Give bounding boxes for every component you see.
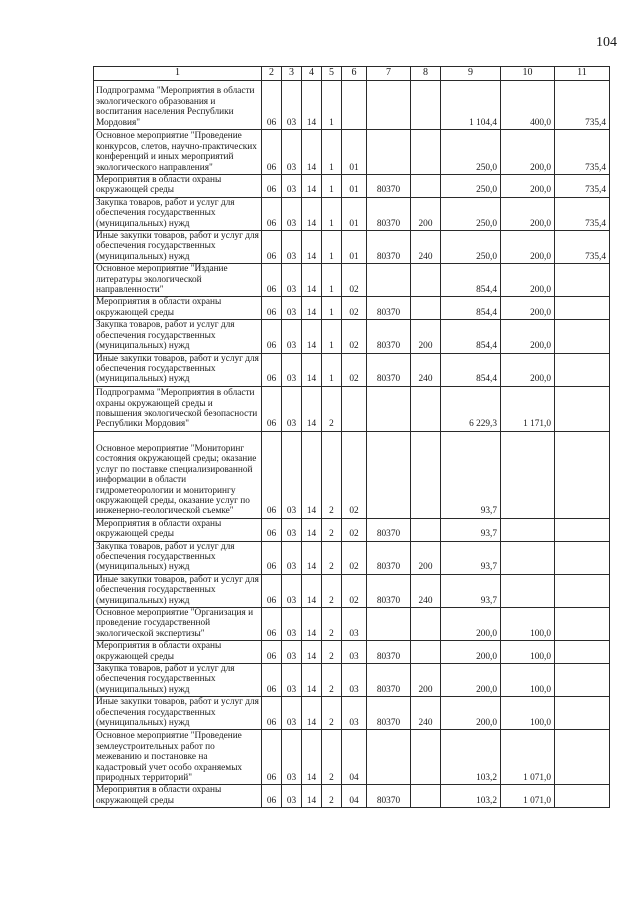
row-cell-col5: 1 (322, 130, 342, 175)
row-cell-col4: 14 (302, 697, 322, 730)
row-cell-col4: 14 (302, 130, 322, 175)
column-header: 5 (322, 67, 342, 81)
row-cell-col10 (501, 541, 555, 574)
column-header: 4 (302, 67, 322, 81)
column-header: 9 (441, 67, 501, 81)
row-cell-col11 (555, 574, 610, 607)
row-cell-col8 (411, 730, 441, 785)
row-cell-col6: 03 (342, 607, 367, 640)
row-cell-col10: 100,0 (501, 697, 555, 730)
row-cell-col2: 06 (262, 431, 282, 518)
row-cell-col6: 04 (342, 730, 367, 785)
row-cell-col11: 735,4 (555, 130, 610, 175)
column-header: 2 (262, 67, 282, 81)
row-cell-col2: 06 (262, 664, 282, 697)
row-cell-col7 (367, 607, 411, 640)
table-row (94, 231, 610, 264)
table-row (94, 320, 610, 353)
row-cell-col10: 1 071,0 (501, 730, 555, 785)
row-cell-col3: 03 (282, 574, 302, 607)
row-cell-col11 (555, 431, 610, 518)
row-cell-col6: 02 (342, 518, 367, 541)
table-row (94, 664, 610, 697)
table-row (94, 264, 610, 297)
row-cell-col9: 250,0 (441, 197, 501, 230)
row-cell-col6: 03 (342, 641, 367, 664)
row-cell-col10: 200,0 (501, 175, 555, 198)
row-cell-col8 (411, 518, 441, 541)
row-cell-col11 (555, 607, 610, 640)
row-cell-col9: 1 104,4 (441, 81, 501, 130)
row-cell-col3: 03 (282, 320, 302, 353)
row-name-cell: Мероприятия в области охраны окружающей среды (94, 297, 262, 320)
row-cell-col6 (342, 386, 367, 431)
row-name-cell: Иные закупки товаров, работ и услуг для обеспечения государственных (муниципальных) нужд (94, 353, 262, 386)
row-name-cell: Основное мероприятие "Организация и проведение государственной экологической экспертизы" (94, 607, 262, 640)
row-cell-col11 (555, 730, 610, 785)
row-cell-col5: 2 (322, 431, 342, 518)
row-cell-col6: 01 (342, 231, 367, 264)
table-row (94, 353, 610, 386)
row-name-cell: Закупка товаров, работ и услуг для обеспечения государственных (муниципальных) нужд (94, 541, 262, 574)
row-cell-col8: 240 (411, 574, 441, 607)
row-cell-col3: 03 (282, 541, 302, 574)
row-cell-col7: 80370 (367, 297, 411, 320)
row-cell-col4: 14 (302, 541, 322, 574)
row-cell-col3: 03 (282, 431, 302, 518)
row-cell-col10: 200,0 (501, 130, 555, 175)
row-name-cell: Подпрограмма "Мероприятия в области охраны окружающей среды и повышения экологической безопасности Республики Мордовия" (94, 386, 262, 431)
row-cell-col2: 06 (262, 320, 282, 353)
row-cell-col7: 80370 (367, 518, 411, 541)
row-cell-col9: 93,7 (441, 541, 501, 574)
row-cell-col5: 2 (322, 730, 342, 785)
row-cell-col5: 1 (322, 320, 342, 353)
row-cell-col4: 14 (302, 197, 322, 230)
row-cell-col7 (367, 431, 411, 518)
row-cell-col11 (555, 386, 610, 431)
column-header: 6 (342, 67, 367, 81)
row-cell-col4: 14 (302, 607, 322, 640)
row-cell-col3: 03 (282, 175, 302, 198)
row-cell-col11 (555, 320, 610, 353)
row-cell-col3: 03 (282, 697, 302, 730)
row-cell-col9: 854,4 (441, 264, 501, 297)
row-cell-col6: 02 (342, 431, 367, 518)
row-cell-col2: 06 (262, 297, 282, 320)
row-name-cell: Основное мероприятие "Проведение землеустроительных работ по межеванию и постановке на кадастровый учет особо охраняемых природных территорий" (94, 730, 262, 785)
row-cell-col5: 2 (322, 607, 342, 640)
row-cell-col11: 735,4 (555, 175, 610, 198)
row-cell-col11: 735,4 (555, 81, 610, 130)
row-cell-col4: 14 (302, 518, 322, 541)
row-cell-col10: 200,0 (501, 197, 555, 230)
row-cell-col9: 854,4 (441, 320, 501, 353)
row-name-cell: Закупка товаров, работ и услуг для обеспечения государственных (муниципальных) нужд (94, 320, 262, 353)
row-cell-col11 (555, 264, 610, 297)
row-cell-col4: 14 (302, 431, 322, 518)
row-name-cell: Основное мероприятие "Издание литературы экологической направленности" (94, 264, 262, 297)
table-row (94, 297, 610, 320)
table-row (94, 431, 610, 518)
row-cell-col10: 200,0 (501, 231, 555, 264)
row-cell-col5: 1 (322, 264, 342, 297)
row-cell-col3: 03 (282, 730, 302, 785)
row-cell-col7: 80370 (367, 664, 411, 697)
row-cell-col9: 854,4 (441, 353, 501, 386)
row-cell-col3: 03 (282, 607, 302, 640)
row-name-cell: Основное мероприятие "Мониторинг состояния окружающей среды; оказание услуг по поставке специализированной информации в области гидрометеорологии и мониторингу окружающей среды, оказание услуг по инженерно-геологической съемке" (94, 431, 262, 518)
row-cell-col8: 200 (411, 197, 441, 230)
table-row (94, 697, 610, 730)
table-row (94, 785, 610, 808)
row-cell-col2: 06 (262, 730, 282, 785)
table-row (94, 574, 610, 607)
row-cell-col10 (501, 431, 555, 518)
row-cell-col3: 03 (282, 130, 302, 175)
row-cell-col2: 06 (262, 264, 282, 297)
row-cell-col4: 14 (302, 297, 322, 320)
row-cell-col5: 2 (322, 574, 342, 607)
table-row (94, 641, 610, 664)
row-name-cell: Мероприятия в области охраны окружающей среды (94, 518, 262, 541)
row-cell-col5: 1 (322, 297, 342, 320)
row-cell-col4: 14 (302, 264, 322, 297)
row-cell-col6 (342, 81, 367, 130)
row-cell-col6: 01 (342, 130, 367, 175)
row-cell-col2: 06 (262, 81, 282, 130)
row-cell-col9: 6 229,3 (441, 386, 501, 431)
row-cell-col8 (411, 431, 441, 518)
row-cell-col3: 03 (282, 231, 302, 264)
row-cell-col5: 2 (322, 518, 342, 541)
row-cell-col3: 03 (282, 264, 302, 297)
row-cell-col9: 93,7 (441, 518, 501, 541)
row-cell-col11: 735,4 (555, 231, 610, 264)
row-cell-col11 (555, 297, 610, 320)
row-cell-col6: 01 (342, 175, 367, 198)
row-cell-col3: 03 (282, 386, 302, 431)
row-cell-col3: 03 (282, 785, 302, 808)
row-cell-col7: 80370 (367, 175, 411, 198)
row-cell-col7 (367, 730, 411, 785)
row-cell-col4: 14 (302, 664, 322, 697)
row-cell-col6: 01 (342, 197, 367, 230)
row-cell-col5: 1 (322, 81, 342, 130)
row-cell-col6: 04 (342, 785, 367, 808)
row-cell-col7 (367, 386, 411, 431)
column-header: 8 (411, 67, 441, 81)
row-cell-col10: 200,0 (501, 320, 555, 353)
row-cell-col8: 240 (411, 697, 441, 730)
row-cell-col9: 103,2 (441, 730, 501, 785)
row-cell-col7 (367, 130, 411, 175)
row-cell-col11 (555, 785, 610, 808)
row-cell-col10: 200,0 (501, 297, 555, 320)
row-cell-col10 (501, 574, 555, 607)
row-cell-col4: 14 (302, 231, 322, 264)
table-row (94, 730, 610, 785)
row-cell-col9: 250,0 (441, 130, 501, 175)
row-cell-col4: 14 (302, 353, 322, 386)
budget-table (93, 66, 610, 808)
table-row (94, 175, 610, 198)
row-name-cell: Подпрограмма "Мероприятия в области экологического образования и воспитания населения Республики Мордовия" (94, 81, 262, 130)
row-cell-col8: 240 (411, 353, 441, 386)
row-cell-col9: 200,0 (441, 697, 501, 730)
row-cell-col9: 250,0 (441, 175, 501, 198)
table-row (94, 81, 610, 130)
row-cell-col2: 06 (262, 518, 282, 541)
row-cell-col11 (555, 353, 610, 386)
row-cell-col3: 03 (282, 197, 302, 230)
row-cell-col9: 103,2 (441, 785, 501, 808)
row-cell-col10: 400,0 (501, 81, 555, 130)
row-cell-col9: 854,4 (441, 297, 501, 320)
row-name-cell: Мероприятия в области охраны окружающей среды (94, 785, 262, 808)
row-cell-col11: 735,4 (555, 197, 610, 230)
row-cell-col8 (411, 81, 441, 130)
row-cell-col11 (555, 518, 610, 541)
column-header: 7 (367, 67, 411, 81)
table-header-row (94, 67, 610, 81)
row-name-cell: Основное мероприятие "Проведение конкурсов, слетов, научно-практических конференций и иных мероприятий экологического направления" (94, 130, 262, 175)
row-cell-col9: 93,7 (441, 574, 501, 607)
row-cell-col8 (411, 297, 441, 320)
row-cell-col8 (411, 607, 441, 640)
row-cell-col2: 06 (262, 574, 282, 607)
row-cell-col8 (411, 264, 441, 297)
row-cell-col2: 06 (262, 785, 282, 808)
row-cell-col3: 03 (282, 641, 302, 664)
row-cell-col8 (411, 386, 441, 431)
row-cell-col6: 03 (342, 664, 367, 697)
row-cell-col11 (555, 664, 610, 697)
table-row (94, 541, 610, 574)
row-cell-col7: 80370 (367, 320, 411, 353)
row-cell-col5: 2 (322, 664, 342, 697)
table-row (94, 197, 610, 230)
column-header: 3 (282, 67, 302, 81)
row-cell-col11 (555, 541, 610, 574)
row-cell-col10: 200,0 (501, 353, 555, 386)
row-cell-col5: 2 (322, 697, 342, 730)
table-row (94, 386, 610, 431)
row-cell-col8: 200 (411, 320, 441, 353)
row-cell-col10: 100,0 (501, 607, 555, 640)
row-cell-col5: 2 (322, 541, 342, 574)
row-name-cell: Мероприятия в области охраны окружающей среды (94, 641, 262, 664)
row-cell-col3: 03 (282, 518, 302, 541)
row-cell-col4: 14 (302, 785, 322, 808)
row-cell-col6: 02 (342, 320, 367, 353)
row-cell-col8 (411, 175, 441, 198)
row-cell-col7: 80370 (367, 231, 411, 264)
row-cell-col8: 200 (411, 664, 441, 697)
row-cell-col10: 1 171,0 (501, 386, 555, 431)
row-cell-col9: 200,0 (441, 607, 501, 640)
row-cell-col10: 200,0 (501, 264, 555, 297)
row-cell-col7: 80370 (367, 353, 411, 386)
row-cell-col6: 02 (342, 541, 367, 574)
row-cell-col2: 06 (262, 175, 282, 198)
row-cell-col3: 03 (282, 664, 302, 697)
row-cell-col2: 06 (262, 697, 282, 730)
row-cell-col5: 1 (322, 197, 342, 230)
row-cell-col11 (555, 641, 610, 664)
row-cell-col11 (555, 697, 610, 730)
row-cell-col2: 06 (262, 541, 282, 574)
row-cell-col7: 80370 (367, 697, 411, 730)
row-cell-col6: 02 (342, 574, 367, 607)
row-cell-col4: 14 (302, 386, 322, 431)
row-cell-col7 (367, 81, 411, 130)
row-cell-col4: 14 (302, 730, 322, 785)
row-cell-col2: 06 (262, 130, 282, 175)
row-cell-col4: 14 (302, 81, 322, 130)
row-cell-col6: 02 (342, 353, 367, 386)
row-cell-col3: 03 (282, 353, 302, 386)
row-cell-col3: 03 (282, 297, 302, 320)
row-cell-col8: 200 (411, 541, 441, 574)
row-cell-col9: 93,7 (441, 431, 501, 518)
row-name-cell: Закупка товаров, работ и услуг для обеспечения государственных (муниципальных) нужд (94, 664, 262, 697)
row-name-cell: Мероприятия в области охраны окружающей среды (94, 175, 262, 198)
page-number: 104 (596, 35, 617, 50)
row-cell-col10: 100,0 (501, 641, 555, 664)
row-cell-col5: 1 (322, 353, 342, 386)
row-name-cell: Иные закупки товаров, работ и услуг для обеспечения государственных (муниципальных) нужд (94, 574, 262, 607)
row-cell-col5: 1 (322, 175, 342, 198)
table-row (94, 607, 610, 640)
column-header: 11 (555, 67, 610, 81)
row-cell-col7: 80370 (367, 785, 411, 808)
row-cell-col9: 250,0 (441, 231, 501, 264)
row-cell-col6: 02 (342, 297, 367, 320)
row-cell-col10 (501, 518, 555, 541)
row-cell-col5: 2 (322, 641, 342, 664)
row-cell-col6: 03 (342, 697, 367, 730)
row-cell-col2: 06 (262, 607, 282, 640)
row-cell-col7: 80370 (367, 574, 411, 607)
row-cell-col7: 80370 (367, 197, 411, 230)
row-cell-col10: 1 071,0 (501, 785, 555, 808)
row-cell-col4: 14 (302, 641, 322, 664)
row-name-cell: Иные закупки товаров, работ и услуг для обеспечения государственных (муниципальных) нужд (94, 697, 262, 730)
row-cell-col8 (411, 785, 441, 808)
row-cell-col7: 80370 (367, 541, 411, 574)
row-cell-col5: 2 (322, 386, 342, 431)
row-cell-col5: 2 (322, 785, 342, 808)
row-cell-col2: 06 (262, 386, 282, 431)
row-name-cell: Иные закупки товаров, работ и услуг для обеспечения государственных (муниципальных) нужд (94, 231, 262, 264)
row-cell-col2: 06 (262, 641, 282, 664)
row-cell-col4: 14 (302, 320, 322, 353)
row-cell-col4: 14 (302, 574, 322, 607)
row-cell-col9: 200,0 (441, 641, 501, 664)
row-cell-col7 (367, 264, 411, 297)
row-cell-col8: 240 (411, 231, 441, 264)
column-header: 1 (94, 67, 262, 81)
row-cell-col6: 02 (342, 264, 367, 297)
row-cell-col7: 80370 (367, 641, 411, 664)
row-cell-col8 (411, 641, 441, 664)
row-cell-col2: 06 (262, 353, 282, 386)
row-cell-col4: 14 (302, 175, 322, 198)
row-name-cell: Закупка товаров, работ и услуг для обеспечения государственных (муниципальных) нужд (94, 197, 262, 230)
row-cell-col5: 1 (322, 231, 342, 264)
row-cell-col10: 100,0 (501, 664, 555, 697)
column-header: 10 (501, 67, 555, 81)
table-row (94, 518, 610, 541)
row-cell-col2: 06 (262, 197, 282, 230)
row-cell-col3: 03 (282, 81, 302, 130)
row-cell-col9: 200,0 (441, 664, 501, 697)
table-row (94, 130, 610, 175)
row-cell-col2: 06 (262, 231, 282, 264)
row-cell-col8 (411, 130, 441, 175)
